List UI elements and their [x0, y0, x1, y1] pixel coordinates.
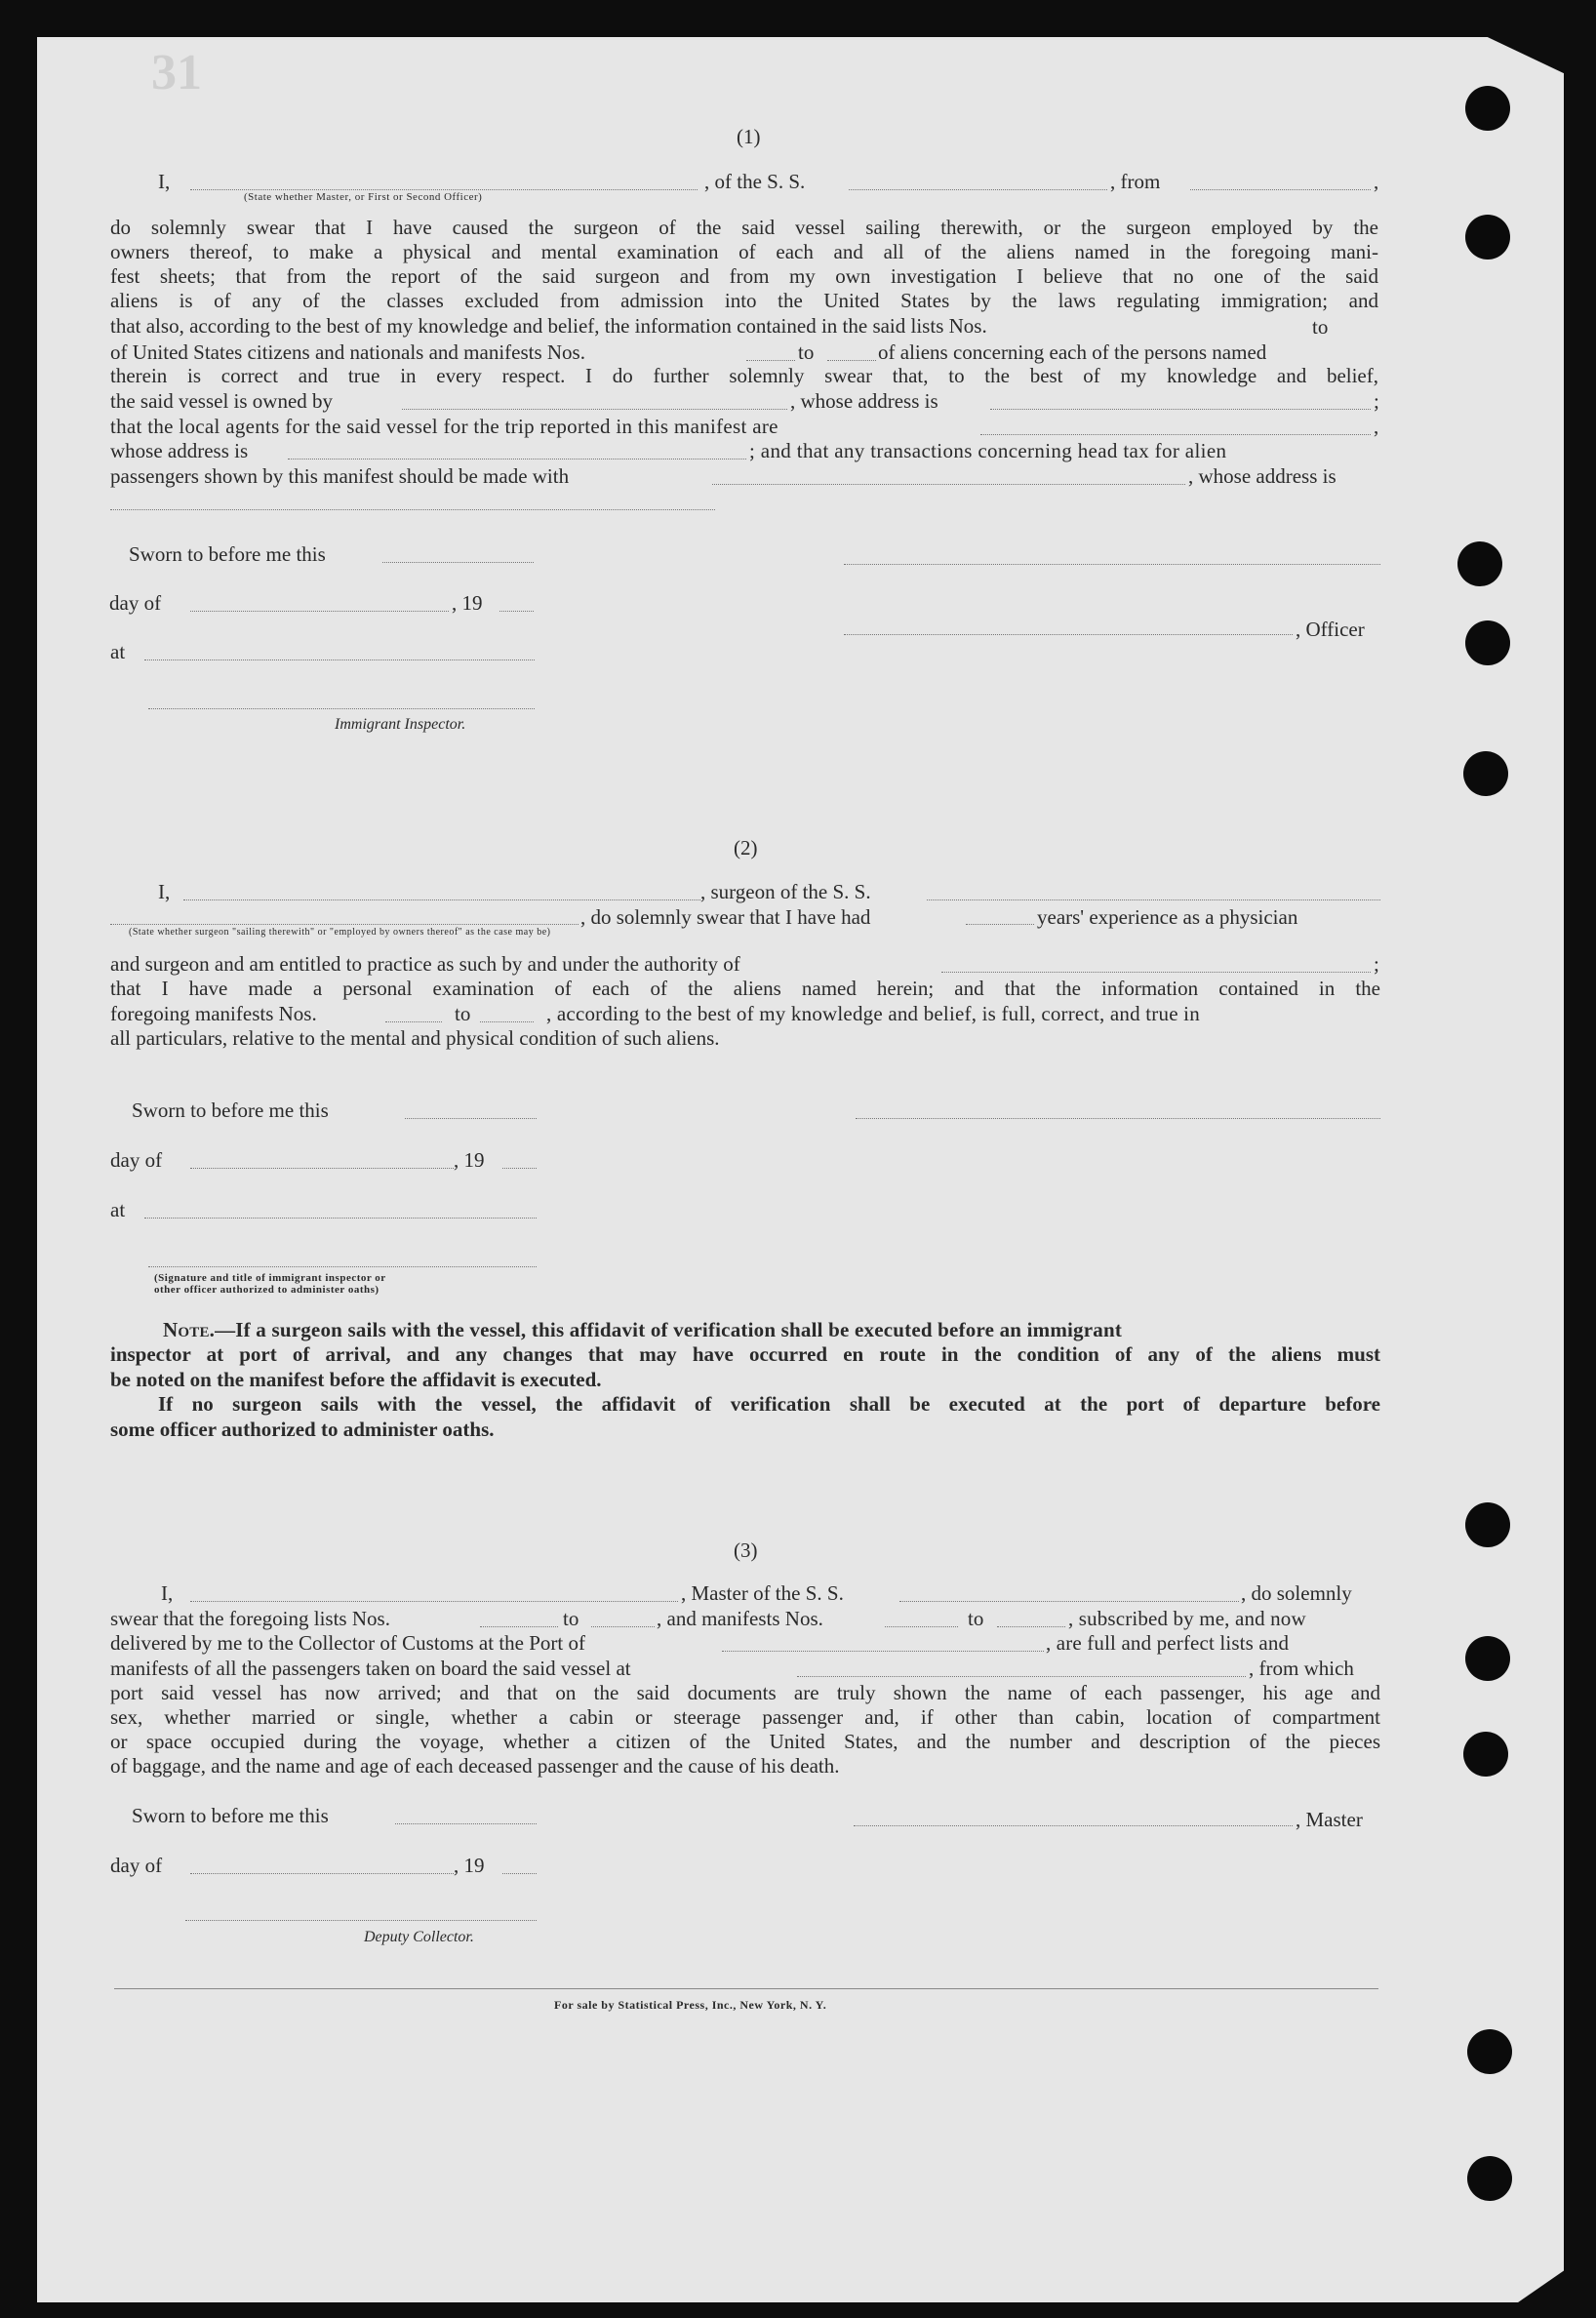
s3-nineteen: , 19 — [454, 1854, 485, 1877]
s3-collector-label: Deputy Collector. — [364, 1929, 474, 1945]
s1-year-field[interactable] — [499, 611, 534, 612]
s1-from: , from — [1110, 170, 1161, 193]
s1-head-tax: ; and that any transactions concerning head tax for alien — [749, 439, 1227, 462]
s3-l2b: to — [563, 1607, 579, 1630]
s3-l4b: , from which — [1249, 1657, 1354, 1680]
section-3-number: (3) — [734, 1539, 758, 1562]
s3-l3b: , are full and perfect lists and — [1046, 1631, 1290, 1655]
s1-whose-address-3: , whose address is — [1188, 464, 1337, 488]
s1-inspector-label: Immigrant Inspector. — [335, 716, 466, 733]
s3-manifests-from-field[interactable] — [885, 1626, 958, 1627]
s3-master-signature-field[interactable] — [854, 1825, 1293, 1826]
s2-line6: all particulars, relative to the mental and physical condition of such aliens. — [110, 1026, 720, 1050]
s2-note-line5: some officer authorized to administer oaths. — [110, 1418, 495, 1441]
s1-day-field[interactable] — [190, 611, 449, 612]
s1-para-line: do solemnly swear that I have caused the surgeon of the said vessel sailing therewith, or the surgeon employed by the — [110, 216, 1378, 239]
s1-head-tax-field[interactable] — [712, 484, 1185, 485]
punch-hole — [1465, 1636, 1510, 1681]
s3-l2a: swear that the foregoing lists Nos. — [110, 1607, 390, 1630]
s1-passengers: passengers shown by this manifest should be made with — [110, 464, 570, 488]
s1-day-of: day of — [109, 591, 162, 615]
s1-para-line: of United States citizens and nationals and manifests Nos. — [110, 340, 585, 364]
s3-l7: or space occupied during the voyage, whether a citizen of the United States, and the number and description of the pieces — [110, 1730, 1380, 1753]
s3-master: , Master — [1296, 1808, 1363, 1831]
s1-of-ss: , of the S. S. — [704, 170, 806, 193]
s1-nineteen: , 19 — [452, 591, 483, 615]
s1-i: I, — [158, 170, 171, 193]
s2-manifest-to-field[interactable] — [480, 1021, 534, 1022]
s1-semicolon: ; — [1374, 389, 1379, 413]
s1-manifest-from-field[interactable] — [746, 360, 795, 361]
s2-signature-field[interactable] — [148, 1266, 537, 1267]
footer-imprint: For sale by Statistical Press, Inc., New York, N. Y. — [554, 1998, 827, 2012]
s1-manifest-to-field[interactable] — [827, 360, 876, 361]
s3-port-field[interactable] — [722, 1651, 1044, 1652]
s1-para-line: owners thereof, to make a physical and mental examination of each and all of the aliens named in the foregoing mani- — [110, 240, 1378, 263]
s1-inspector-signature-field[interactable] — [148, 708, 535, 709]
s1-para-line: aliens is of any of the classes excluded from admission into the United States by the laws regulating immigration; and — [110, 289, 1378, 312]
s1-para-line: of aliens concerning each of the persons named — [878, 340, 1267, 364]
s1-local-agents: that the local agents for the said vessel for the trip reported in this manifest are — [110, 415, 778, 438]
s1-whose-address-2: whose address is — [110, 439, 249, 462]
s2-year-field[interactable] — [502, 1168, 537, 1169]
s3-do-solemnly: , do solemnly — [1241, 1581, 1352, 1605]
punch-hole — [1463, 1732, 1508, 1777]
s1-para-line: that also, according to the best of my knowledge and belief, the information contained in the said lists Nos. — [110, 314, 987, 338]
punch-hole — [1457, 541, 1502, 586]
s1-from-field[interactable] — [1190, 189, 1371, 190]
s2-surgeon-of: , surgeon of the S. S. — [700, 880, 871, 903]
punch-hole — [1465, 215, 1510, 260]
s3-lists-from-field[interactable] — [480, 1626, 558, 1627]
s3-l4a: manifests of all the passengers taken on board the said vessel at — [110, 1657, 631, 1680]
s2-line5a: foregoing manifests Nos. — [110, 1002, 317, 1025]
s2-authority-field[interactable] — [941, 972, 1371, 973]
s1-agents-field[interactable] — [980, 434, 1371, 435]
s2-line5c: , according to the best of my knowledge and belief, is full, correct, and true in — [546, 1002, 1200, 1025]
s1-sworn: Sworn to before me this — [129, 542, 326, 566]
s2-note-line1 — [163, 1320, 1122, 1340]
s3-collector-signature-field[interactable] — [185, 1920, 537, 1921]
s3-sworn-date-field[interactable] — [395, 1823, 537, 1824]
s1-comma2: , — [1374, 415, 1379, 438]
s2-at-field[interactable] — [144, 1218, 537, 1219]
s1-owned-by: the said vessel is owned by — [110, 389, 334, 413]
s1-to2: to — [798, 340, 815, 364]
s3-day-field[interactable] — [190, 1873, 454, 1874]
s2-surgeon-signature-field[interactable] — [856, 1118, 1380, 1119]
s2-vessel-field[interactable] — [927, 899, 1380, 900]
punch-hole — [1465, 620, 1510, 665]
s3-master-name-field[interactable] — [190, 1601, 678, 1602]
s1-para-line: therein is correct and true in every respect. I do further solemnly swear that, to the best of my knowledge and belief, — [110, 364, 1378, 387]
punch-hole — [1465, 1502, 1510, 1547]
s2-nineteen: , 19 — [454, 1148, 485, 1172]
s1-at-field[interactable] — [144, 659, 535, 660]
section-2-number: (2) — [734, 836, 758, 859]
s2-day-field[interactable] — [190, 1168, 454, 1169]
corner-mark: 31 — [151, 45, 202, 100]
s2-years: years' experience as a physician — [1037, 905, 1298, 929]
s2-sig-hint-1: (Signature and title of immigrant inspector or — [154, 1272, 386, 1284]
s1-vessel-field[interactable] — [849, 189, 1107, 190]
s2-sworn-date-field[interactable] — [405, 1118, 537, 1119]
s2-status-hint: (State whether surgeon "sailing therewith" or "employed by owners thereof" as the case may be) — [129, 927, 551, 938]
s2-line4: that I have made a personal examination of each of the aliens named herein; and that the information contained in the — [110, 977, 1380, 1000]
s2-at: at — [110, 1198, 126, 1221]
s3-l2d: to — [968, 1607, 984, 1630]
s2-i: I, — [158, 880, 171, 903]
s1-at: at — [110, 640, 126, 663]
s3-year-field[interactable] — [502, 1873, 537, 1874]
s2-day-of: day of — [110, 1148, 163, 1172]
s1-owner-address-field[interactable] — [990, 409, 1371, 410]
s3-sworn: Sworn to before me this — [132, 1804, 329, 1827]
s1-officer-signature-field[interactable] — [844, 564, 1380, 565]
note-label: Note. — [163, 1318, 216, 1341]
s2-line5b: to — [455, 1002, 471, 1025]
s2-do-solemnly: , do solemnly swear that I have had — [580, 905, 871, 929]
s2-years-field[interactable] — [966, 924, 1034, 925]
s2-sworn: Sworn to before me this — [132, 1099, 329, 1122]
s2-sig-hint-2: other officer authorized to administer oaths) — [154, 1284, 379, 1296]
s1-officer-line[interactable] — [844, 634, 1293, 635]
s1-sworn-date-field[interactable] — [382, 562, 534, 563]
s3-l5: port said vessel has now arrived; and that on the said documents are truly shown the name of each passenger, his age and — [110, 1681, 1380, 1704]
s2-note-line4: If no surgeon sails with the vessel, the affidavit of verification shall be executed at the port of departure before — [158, 1392, 1380, 1416]
s3-departure-field[interactable] — [797, 1676, 1246, 1677]
s3-i: I, — [161, 1581, 174, 1605]
s3-l8: of baggage, and the name and age of each deceased passenger and the cause of his death. — [110, 1754, 840, 1778]
punch-hole — [1465, 86, 1510, 131]
s1-agents-address-field[interactable] — [288, 459, 746, 460]
s2-semicolon: ; — [1374, 952, 1379, 976]
s1-officer: , Officer — [1296, 618, 1365, 641]
footer-rule — [114, 1988, 1378, 1989]
s3-day-of: day of — [110, 1854, 163, 1877]
s2-manifest-from-field[interactable] — [385, 1021, 442, 1022]
officer-name-field[interactable] — [190, 189, 698, 190]
s1-to: to — [1312, 315, 1329, 339]
s1-owner-field[interactable] — [402, 409, 787, 410]
s2-line3: and surgeon and am entitled to practice as such by and under the authority of — [110, 952, 740, 976]
s3-manifests-to-field[interactable] — [997, 1626, 1065, 1627]
section-1-number: (1) — [737, 125, 761, 148]
s3-l2e: , subscribed by me, and now — [1068, 1607, 1306, 1630]
punch-hole — [1467, 2156, 1512, 2201]
note-text-1: —If a surgeon sails with the vessel, this affidavit of verification shall be executed before an immigrant — [215, 1318, 1123, 1341]
punch-hole — [1463, 751, 1508, 796]
s2-surgeon-name-field[interactable] — [183, 899, 700, 900]
s2-note-line2: inspector at port of arrival, and any changes that may have occurred en route in the condition of any of the aliens must — [110, 1342, 1380, 1366]
s3-master-of: , Master of the S. S. — [681, 1581, 844, 1605]
s2-status-field[interactable] — [110, 924, 579, 925]
s3-l6: sex, whether married or single, whether a cabin or steerage passenger and, if other than cabin, location of compartment — [110, 1705, 1380, 1729]
punch-hole — [1467, 2029, 1512, 2074]
s3-lists-to-field[interactable] — [591, 1626, 655, 1627]
s1-head-tax-address-field[interactable] — [110, 509, 715, 510]
s3-vessel-field[interactable] — [899, 1601, 1239, 1602]
s3-l3a: delivered by me to the Collector of Customs at the Port of — [110, 1631, 585, 1655]
s1-officer-hint: (State whether Master, or First or Second Officer) — [244, 191, 483, 203]
s1-whose-address: , whose address is — [790, 389, 938, 413]
s1-comma: , — [1374, 170, 1379, 193]
s3-l2c: , and manifests Nos. — [657, 1607, 823, 1630]
s2-note-line3: be noted on the manifest before the affidavit is executed. — [110, 1368, 602, 1391]
s1-para-line: fest sheets; that from the report of the said surgeon and from my own investigation I believe that no one of the said — [110, 264, 1378, 288]
